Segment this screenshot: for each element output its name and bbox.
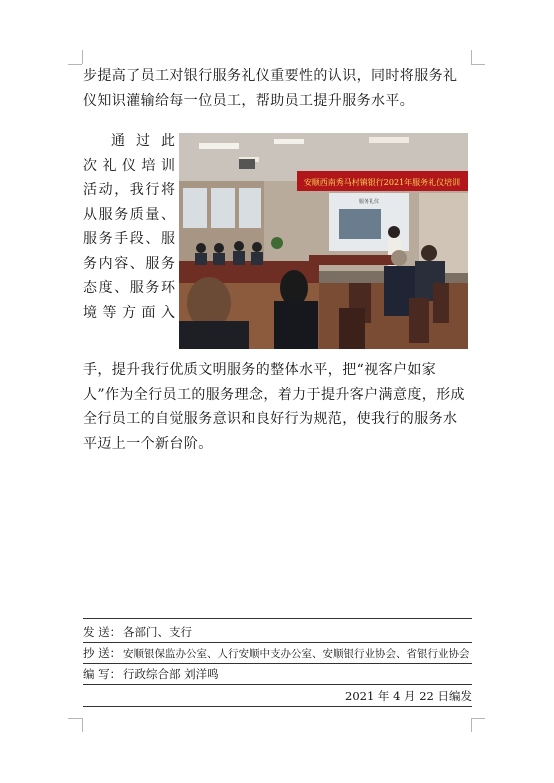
wrap-line: 活动，我行将 xyxy=(83,182,175,198)
banner-text: 安顺西南秀马村镇银行2021年服务礼仪培训 xyxy=(303,178,461,187)
wrap-line: 从服务质量、 xyxy=(83,206,175,223)
wrap-line: 次礼仪培训 xyxy=(83,157,175,174)
crop-mark-bottom-right-h xyxy=(471,718,485,719)
wrap-line: 境等方面入 xyxy=(83,304,175,321)
paragraph-top: 步提高了员工对银行服务礼仪重要性的认识，同时将服务礼仪知识灌输给每一位员工，帮助员工提升服务水平。 xyxy=(83,68,458,109)
send-label: 发 送： xyxy=(83,625,122,639)
crop-mark-bottom-left-v xyxy=(82,718,83,732)
footer-rule xyxy=(83,684,472,685)
training-photo xyxy=(179,133,468,349)
editor-value: 行政综合部 刘洋鸣 xyxy=(123,667,219,681)
crop-mark-bottom-left-h xyxy=(68,718,82,719)
footer-rule xyxy=(83,663,472,664)
cc-label: 抄 送： xyxy=(83,646,122,660)
footer-cc-row xyxy=(83,645,470,661)
wrap-line: 服务手段、服 xyxy=(83,231,175,247)
crop-mark-top-left-v xyxy=(82,50,83,64)
footer-send-row xyxy=(83,624,192,640)
cc-value: 安顺银保监办公室、人行安顺中支办公室、安顺银行业协会、省银行业协会 xyxy=(123,648,470,660)
screen-text: 服务礼仪 xyxy=(358,199,380,205)
footer-rule xyxy=(83,642,472,643)
document-footer xyxy=(83,618,472,708)
wrapped-paragraph xyxy=(83,129,175,325)
crop-mark-top-left-h xyxy=(68,64,82,65)
wrap-line: 务内容、服务 xyxy=(83,255,175,272)
footer-rule xyxy=(83,706,472,707)
footer-rule xyxy=(83,618,472,619)
issue-date: 2021 年 4 月 22 日编发 xyxy=(345,689,472,703)
crop-mark-top-right-h xyxy=(471,64,485,65)
wrap-line: 态度、服务环 xyxy=(83,280,175,296)
editor-label: 编 写： xyxy=(83,667,122,681)
crop-mark-top-right-v xyxy=(471,50,472,64)
footer-editor-row xyxy=(83,666,219,682)
wrap-line: 通过此 xyxy=(111,133,175,149)
crop-mark-bottom-right-v xyxy=(471,718,472,732)
paragraph-bottom: 手，提升我行优质文明服务的整体水平，把“视客户如家人”作为全行员工的服务理念，着力于提升客户满意度，形成全行员工的自觉服务意识和良好行为规范，使我行的服务水平迈上一个新台阶。 xyxy=(83,362,465,452)
send-value: 各部门、支行 xyxy=(123,625,192,639)
